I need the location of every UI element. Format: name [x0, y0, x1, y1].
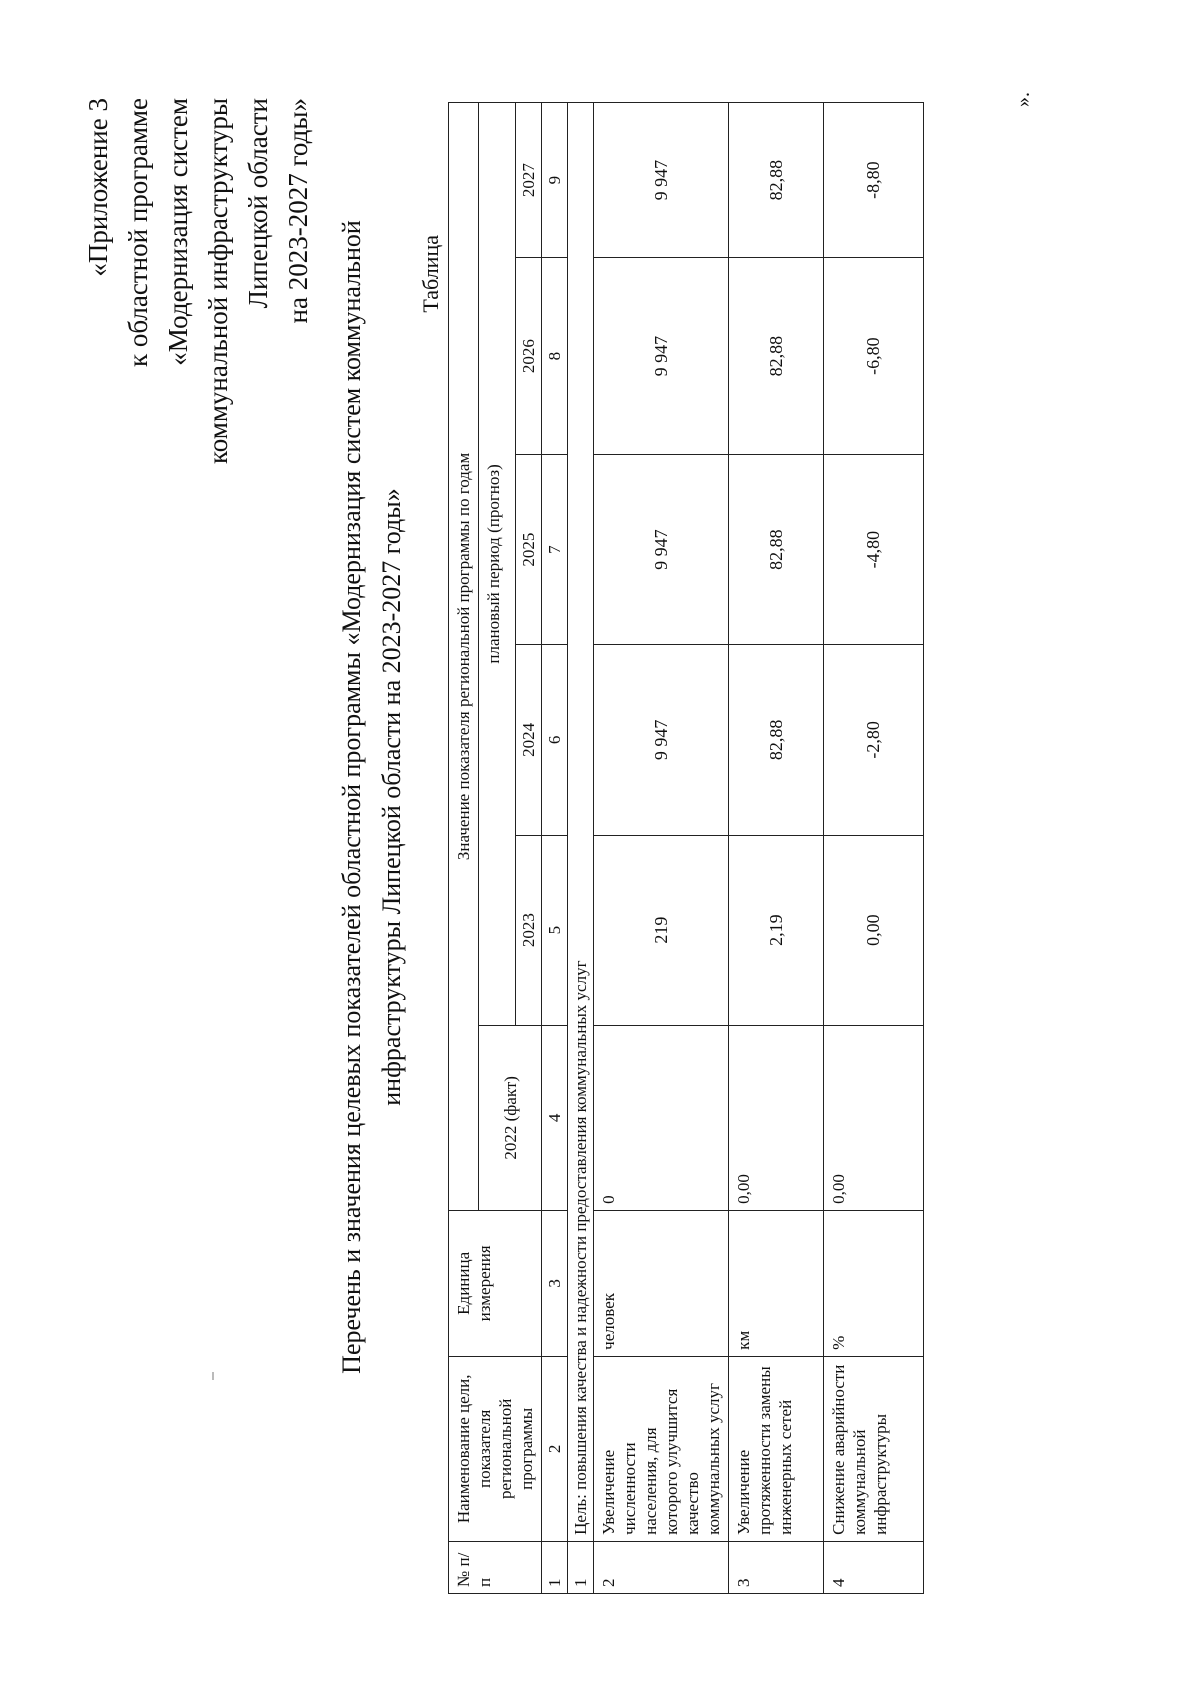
header-fact-year: 2022 (факт) — [479, 1025, 542, 1210]
column-number: 7 — [542, 455, 568, 645]
column-number: 1 — [542, 1541, 568, 1593]
appendix-header — [78, 98, 318, 464]
indicator-unit: % — [824, 1210, 924, 1356]
indicator-unit: км — [729, 1210, 824, 1356]
indicator-unit: человек — [594, 1210, 729, 1356]
value-2027: 82,88 — [729, 103, 824, 258]
appendix-line: «Модернизация систем — [163, 98, 193, 366]
appendix-line: коммунальной инфраструктуры — [203, 98, 233, 464]
header-unit: Единица измерения — [449, 1210, 542, 1356]
table-row — [824, 103, 924, 1594]
goal-num: 1 — [568, 1541, 594, 1593]
header-year-2023: 2023 — [516, 835, 542, 1025]
closing-quote-mark: ». — [1012, 92, 1034, 107]
value-2022: 0 — [594, 1025, 729, 1210]
indicator-name: Увеличение численности населения, для которого улучшится качество коммунальных услуг — [594, 1356, 729, 1541]
goal-text: Цель: повышения качества и надежности предоставления коммунальных услуг — [568, 103, 594, 1542]
header-planned-period: плановый период (прогноз) — [479, 103, 516, 1026]
value-2022: 0,00 — [824, 1025, 924, 1210]
column-number: 9 — [542, 103, 568, 258]
value-2026: 82,88 — [729, 258, 824, 455]
value-2027: -8,80 — [824, 103, 924, 258]
header-values-group: Значение показателя региональной программы по годам — [449, 103, 479, 1211]
header-num: № п/п — [449, 1541, 542, 1593]
value-2023: 0,00 — [824, 835, 924, 1025]
header-year-2026: 2026 — [516, 258, 542, 455]
column-number: 3 — [542, 1210, 568, 1356]
row-num: 3 — [729, 1541, 824, 1593]
header-year-2024: 2024 — [516, 645, 542, 835]
value-2023: 2,19 — [729, 835, 824, 1025]
value-2024: 9 947 — [594, 645, 729, 835]
column-number: 6 — [542, 645, 568, 835]
value-2024: -2,80 — [824, 645, 924, 835]
value-2022: 0,00 — [729, 1025, 824, 1210]
table-row — [729, 103, 824, 1594]
indicators-table — [448, 102, 924, 1594]
table-caption: Таблица — [418, 235, 443, 313]
document-title — [332, 197, 412, 1397]
appendix-line: к областной программе — [123, 98, 153, 367]
column-number: 5 — [542, 835, 568, 1025]
column-number: 2 — [542, 1356, 568, 1541]
indicator-name: Увеличение протяженности замены инженерных сетей — [729, 1356, 824, 1541]
row-num: 4 — [824, 1541, 924, 1593]
appendix-line: на 2023-2027 годы» — [283, 98, 313, 324]
header-year-2027: 2027 — [516, 103, 542, 258]
header-name: Наименование цели, показателя региональной программы — [449, 1356, 542, 1541]
row-num: 2 — [594, 1541, 729, 1593]
appendix-line: Липецкой области — [243, 98, 273, 309]
document-title-line-1: Перечень и значения целевых показателей областной программы «Модернизация систем коммунальной — [337, 220, 366, 1374]
value-2026: -6,80 — [824, 258, 924, 455]
column-number: 8 — [542, 258, 568, 455]
value-2025: -4,80 — [824, 455, 924, 645]
value-2027: 9 947 — [594, 103, 729, 258]
scan-speck — [212, 1372, 214, 1380]
appendix-line: «Приложение 3 — [83, 98, 113, 277]
value-2024: 82,88 — [729, 645, 824, 835]
table-row — [594, 103, 729, 1594]
header-row-1 — [449, 103, 479, 1594]
goal-row — [568, 103, 594, 1594]
indicator-name: Снижение аварийности коммунальной инфраструктуры — [824, 1356, 924, 1541]
column-number-row — [542, 103, 568, 1594]
value-2026: 9 947 — [594, 258, 729, 455]
value-2025: 82,88 — [729, 455, 824, 645]
document-title-line-2: инфраструктуры Липецкой области на 2023-2027 годы» — [377, 488, 406, 1106]
column-number: 4 — [542, 1025, 568, 1210]
value-2023: 219 — [594, 835, 729, 1025]
value-2025: 9 947 — [594, 455, 729, 645]
header-year-2025: 2025 — [516, 455, 542, 645]
